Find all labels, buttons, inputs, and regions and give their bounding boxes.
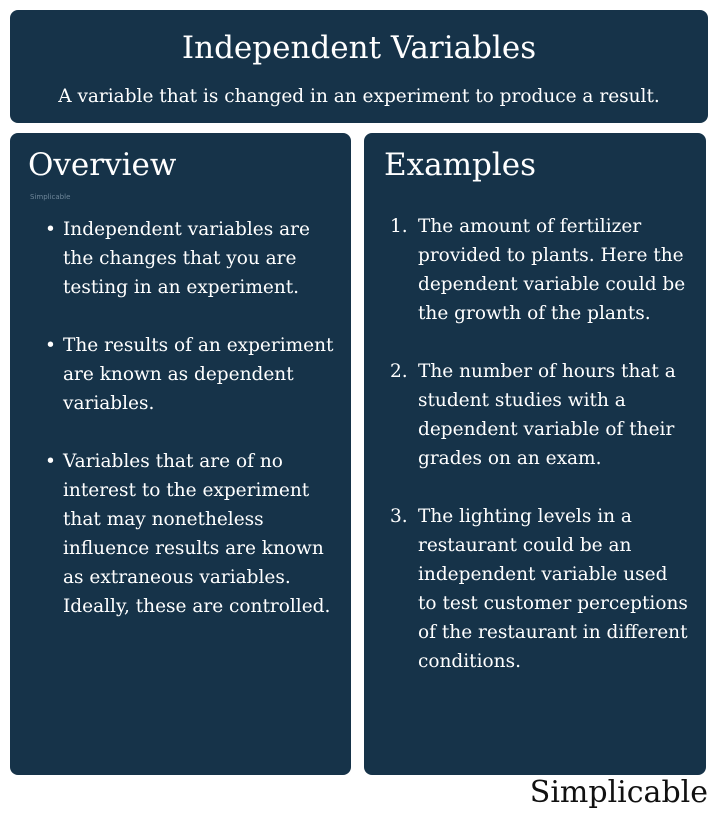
overview-item-text: Variables that are of no interest to the experiment that may nonetheless influence results are known as extraneous variables. Ideally, these are controlled.: [63, 451, 331, 617]
examples-heading: Examples: [384, 147, 537, 183]
example-item: [390, 502, 690, 676]
overview-item: [38, 331, 338, 418]
example-number: 2.: [390, 361, 408, 382]
example-item-text: The number of hours that a student studies with a dependent variable of their grades on an exam.: [418, 361, 676, 469]
example-item: [390, 357, 690, 473]
overview-heading: Overview: [28, 147, 177, 183]
page-subtitle: A variable that is changed in an experiment to produce a result.: [58, 86, 660, 107]
overview-panel: [10, 133, 351, 775]
bullet-icon: •: [45, 219, 56, 240]
overview-item: [38, 447, 338, 621]
example-number: 1.: [390, 216, 408, 237]
page-title: Independent Variables: [181, 30, 537, 66]
overview-item-text: The results of an experiment are known as dependent variables.: [63, 335, 334, 414]
overview-item: [38, 215, 338, 302]
example-number: 3.: [390, 506, 408, 527]
examples-list: [390, 212, 690, 705]
header-panel: [10, 10, 708, 123]
bullet-icon: •: [45, 451, 56, 472]
example-item: [390, 212, 690, 328]
overview-list: [38, 215, 338, 650]
watermark-text: Simplicable: [30, 193, 71, 201]
example-item-text: The amount of fertilizer provided to plants. Here the dependent variable could be the growth of the plants.: [418, 216, 686, 324]
example-item-text: The lighting levels in a restaurant could be an independent variable used to test customer perceptions of the restaurant in different conditions.: [418, 506, 688, 672]
examples-panel: [364, 133, 706, 775]
overview-item-text: Independent variables are the changes that you are testing in an experiment.: [63, 219, 310, 298]
brand-logo-text: Simplicable: [529, 775, 708, 810]
bullet-icon: •: [45, 335, 56, 356]
